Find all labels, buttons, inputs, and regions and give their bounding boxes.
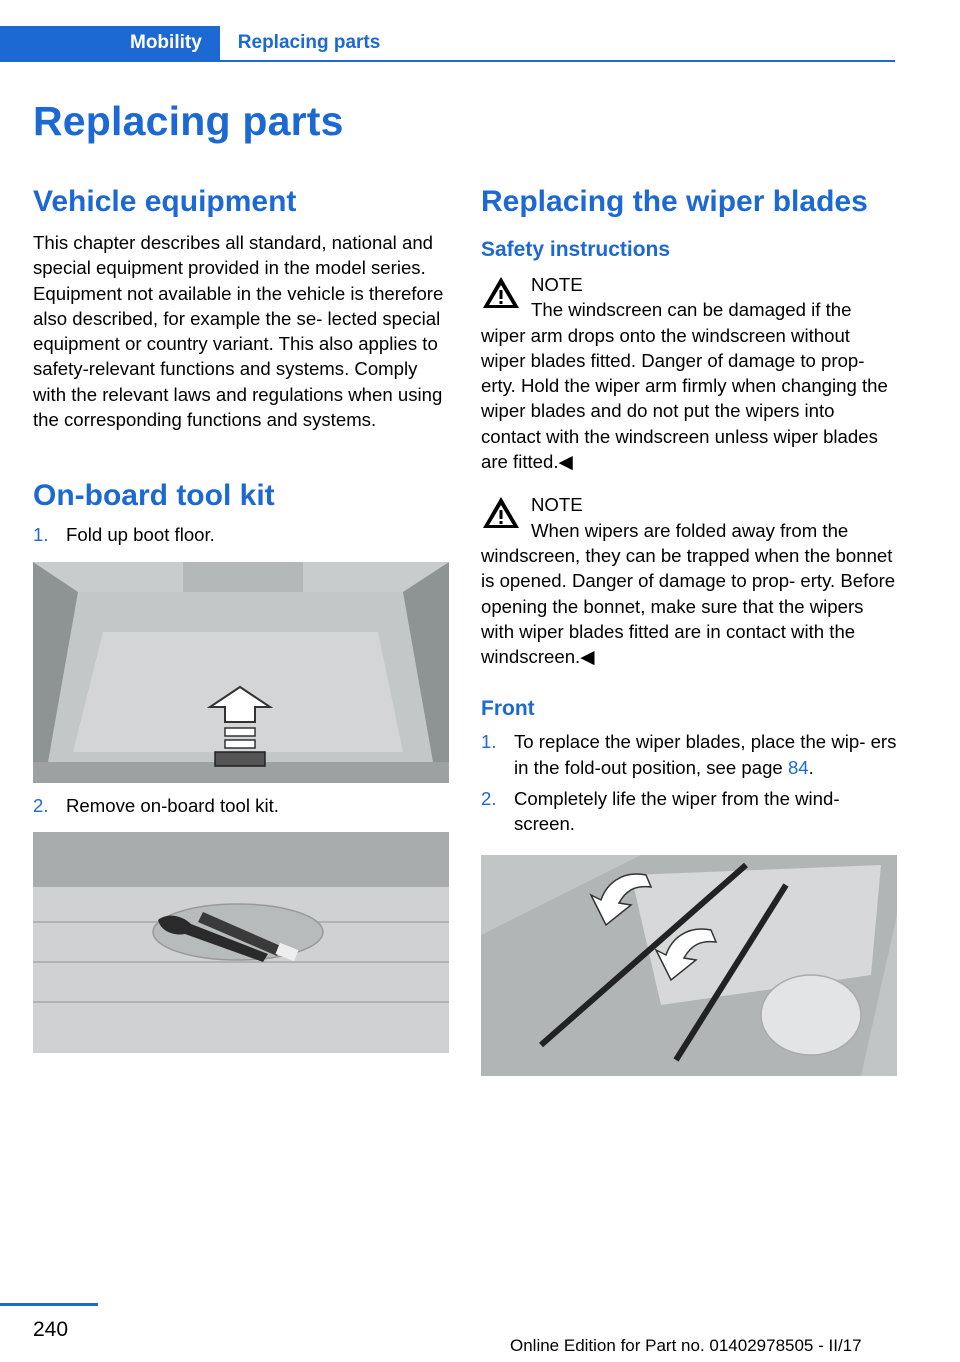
- note-1: [481, 272, 897, 474]
- note-first-line: The windscreen can be damaged if the: [531, 299, 852, 321]
- edition-text: Online Edition for Part no. 01402978505 - II/17: [510, 1336, 862, 1355]
- note-text: windscreen, they can be trapped when the bonnet is opened. Danger of damage to prop‐ erty. Before opening the bonnet, make sure that the wipers with wiper blades fitted are in contact with the windscreen.◀: [481, 544, 896, 668]
- step-text: Remove on-board tool kit.: [66, 794, 279, 816]
- step-number: 1.: [481, 731, 497, 753]
- step-number: 2.: [33, 794, 49, 816]
- step-number: 2.: [481, 788, 497, 810]
- warning-icon: [481, 494, 521, 532]
- tool-kit-step-2: [33, 793, 449, 818]
- tool-kit-figure: [33, 832, 449, 1053]
- tool-kit-step-1: [33, 522, 449, 547]
- page-number: 240: [33, 1318, 69, 1341]
- page-link[interactable]: 84: [787, 756, 809, 778]
- step-number: 1.: [33, 524, 49, 546]
- note-label: NOTE: [531, 494, 583, 516]
- tab-replacing-parts[interactable]: Replacing parts: [237, 32, 381, 53]
- header-tabs: [0, 26, 398, 60]
- step-text-tail: .: [808, 756, 814, 778]
- step-text: Completely life the wiper from the wind‐ screen.: [514, 788, 840, 835]
- front-step-1: [481, 729, 897, 780]
- step-text-main: To replace the wiper blades, place the wip‐ ers in the fold-out position, see page: [514, 731, 897, 778]
- tab-mobility[interactable]: Mobility: [0, 26, 220, 60]
- front-step-2: [481, 786, 897, 837]
- right-column: [481, 182, 897, 1076]
- page-header: [0, 0, 895, 62]
- note-label: NOTE: [531, 274, 583, 295]
- note-first-line: When wipers are folded away from the: [531, 519, 849, 541]
- header-rule: [0, 60, 895, 62]
- front-heading: Front: [481, 697, 535, 721]
- left-column: [33, 182, 449, 1053]
- note-text: wiper arm drops onto the windscreen without wiper blades fitted. Danger of damage to prop‐ erty. Hold the wiper arm firmly when changing the wiper blades and do not put the wipers into contact with the windscreen unless wiper blades are fitted.◀: [481, 324, 888, 473]
- vehicle-equipment-heading: Vehicle equipment: [33, 185, 297, 218]
- wiper-figure: [481, 855, 897, 1076]
- wiper-heading: Replacing the wiper blades: [481, 185, 868, 218]
- vehicle-equipment-text: This chapter describes all standard, national and special equipment provided in the model series. Equipment not available in the vehicle is therefore also described, for example the se‐ lected special equipment or country variant. This also applies to safety-relevant functions and systems. Comply with the relevant laws and regulations when using the corresponding functions and systems.: [33, 232, 444, 431]
- warning-icon: [481, 274, 521, 312]
- page-title: Replacing parts: [33, 98, 344, 144]
- step-text: Fold up boot floor.: [66, 524, 215, 546]
- tool-kit-heading: On-board tool kit: [33, 479, 275, 513]
- footer-rule: [0, 1303, 98, 1306]
- boot-floor-figure: [33, 562, 449, 783]
- note-2: [481, 492, 897, 669]
- step-text: [514, 729, 897, 780]
- safety-instructions-heading: Safety instructions: [481, 238, 671, 261]
